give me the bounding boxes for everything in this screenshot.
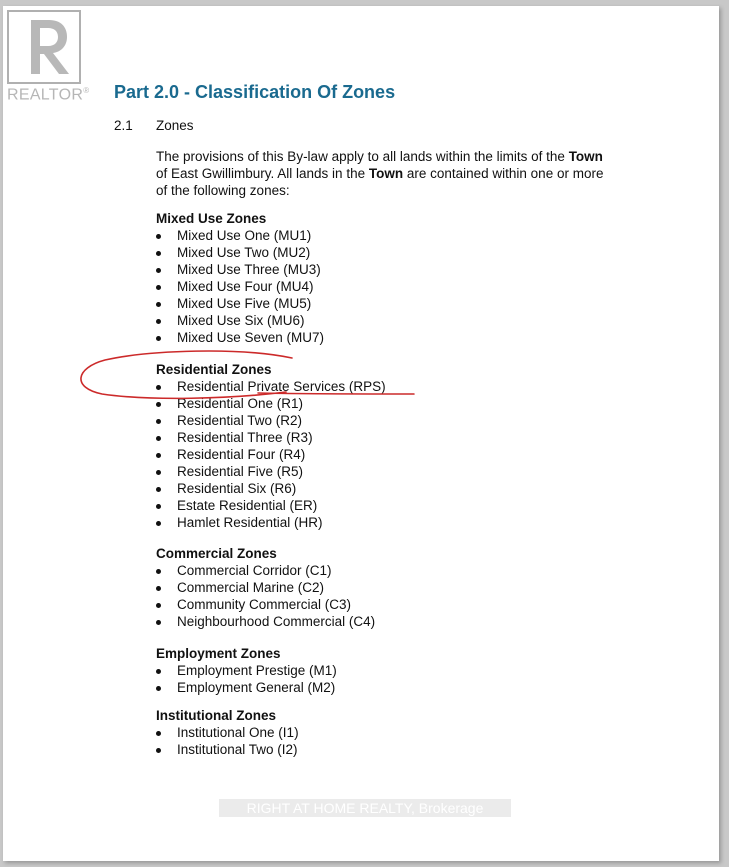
bullet-icon	[156, 336, 161, 341]
bullet-icon	[156, 319, 161, 324]
list-item: Residential One (R1)	[156, 395, 386, 412]
intro-paragraph	[156, 148, 626, 199]
list-item: Residential Six (R6)	[156, 480, 386, 497]
commercial-zones	[156, 545, 375, 630]
institutional-zones	[156, 707, 299, 758]
list-item: Mixed Use Four (MU4)	[156, 278, 324, 295]
mixed-use-zones	[156, 210, 324, 346]
bullet-icon	[156, 748, 161, 753]
section-number: 2.1	[114, 118, 133, 133]
realtor-r-logo-icon	[7, 10, 89, 90]
bullet-icon	[156, 234, 161, 239]
group-title: Residential Zones	[156, 362, 272, 377]
group-title: Employment Zones	[156, 646, 281, 661]
bullet-icon	[156, 268, 161, 273]
bullet-icon	[156, 569, 161, 574]
bullet-icon	[156, 436, 161, 441]
bullet-icon	[156, 487, 161, 492]
bullet-icon	[156, 669, 161, 674]
list-item: Mixed Use Two (MU2)	[156, 244, 324, 261]
section-title: Zones	[156, 118, 194, 133]
list-item: Residential Private Services (RPS)	[156, 378, 386, 395]
bullet-icon	[156, 686, 161, 691]
bullet-icon	[156, 470, 161, 475]
group-title: Mixed Use Zones	[156, 211, 267, 226]
list-item: Mixed Use One (MU1)	[156, 227, 324, 244]
list-item: Mixed Use Seven (MU7)	[156, 329, 324, 346]
bullet-icon	[156, 302, 161, 307]
employment-zones	[156, 645, 337, 696]
list-item: Commercial Corridor (C1)	[156, 562, 375, 579]
bullet-icon	[156, 385, 161, 390]
group-title: Commercial Zones	[156, 546, 277, 561]
list-item: Residential Three (R3)	[156, 429, 386, 446]
bullet-icon	[156, 504, 161, 509]
bullet-icon	[156, 586, 161, 591]
list-item: Hamlet Residential (HR)	[156, 514, 386, 531]
bullet-icon	[156, 603, 161, 608]
list-item: Mixed Use Three (MU3)	[156, 261, 324, 278]
bullet-icon	[156, 731, 161, 736]
intro-line-3: of the following zones:	[156, 183, 290, 198]
list-item: Employment Prestige (M1)	[156, 662, 337, 679]
list-item: Estate Residential (ER)	[156, 497, 386, 514]
list-item: Institutional Two (I2)	[156, 741, 299, 758]
list-item: Institutional One (I1)	[156, 724, 299, 741]
bullet-icon	[156, 285, 161, 290]
list-item: Employment General (M2)	[156, 679, 337, 696]
realtor-wordmark: REALTOR®	[7, 86, 90, 104]
intro-line-2: of East Gwillimbury. All lands in the Town are contained within one or more	[156, 166, 604, 181]
list-item: Residential Four (R4)	[156, 446, 386, 463]
list-item: Commercial Marine (C2)	[156, 579, 375, 596]
bullet-icon	[156, 620, 161, 625]
bullet-icon	[156, 453, 161, 458]
list-item: Mixed Use Five (MU5)	[156, 295, 324, 312]
list-item: Residential Two (R2)	[156, 412, 386, 429]
list-item: Residential Five (R5)	[156, 463, 386, 480]
list-item: Community Commercial (C3)	[156, 596, 375, 613]
bullet-icon	[156, 402, 161, 407]
brokerage-watermark: RIGHT AT HOME REALTY, Brokerage	[219, 799, 511, 817]
bullet-icon	[156, 521, 161, 526]
intro-line-1: The provisions of this By-law apply to all lands within the limits of the Town	[156, 149, 603, 164]
list-item: Neighbourhood Commercial (C4)	[156, 613, 375, 630]
residential-zones	[156, 361, 386, 531]
bullet-icon	[156, 251, 161, 256]
group-title: Institutional Zones	[156, 708, 276, 723]
list-item: Mixed Use Six (MU6)	[156, 312, 324, 329]
page-title: Part 2.0 - Classification Of Zones	[114, 82, 396, 102]
bullet-icon	[156, 419, 161, 424]
